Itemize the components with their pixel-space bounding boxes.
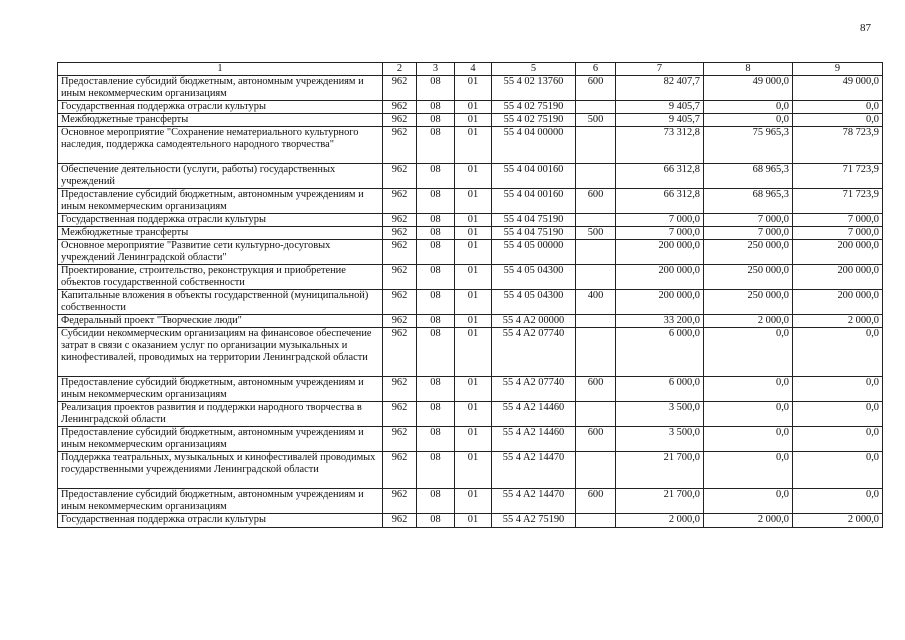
code-pr: 01 <box>455 76 492 101</box>
code-gr: 962 <box>383 290 417 315</box>
code-csr: 55 4 04 75190 <box>492 214 576 227</box>
amount-year-2: 0,0 <box>704 427 793 452</box>
row-name: Предоставление субсидий бюджетным, автономным учреждениям и иным некоммерческим организациям <box>58 489 383 514</box>
table-row <box>58 127 883 164</box>
code-vr: 500 <box>576 227 616 240</box>
code-pr: 01 <box>455 427 492 452</box>
row-name: Предоставление субсидий бюджетным, автономным учреждениям и иным некоммерческим организациям <box>58 76 383 101</box>
table-row <box>58 114 883 127</box>
amount-year-3: 0,0 <box>793 377 883 402</box>
code-pr: 01 <box>455 514 492 528</box>
amount-year-1: 21 700,0 <box>616 489 704 514</box>
amount-year-1: 7 000,0 <box>616 214 704 227</box>
row-name: Предоставление субсидий бюджетным, автономным учреждениям и иным некоммерческим организациям <box>58 377 383 402</box>
amount-year-3: 200 000,0 <box>793 290 883 315</box>
code-gr: 962 <box>383 427 417 452</box>
code-rz: 08 <box>417 402 455 427</box>
code-csr: 55 4 02 75190 <box>492 101 576 114</box>
amount-year-2: 2 000,0 <box>704 514 793 528</box>
table-row <box>58 328 883 377</box>
amount-year-3: 0,0 <box>793 402 883 427</box>
amount-year-3: 0,0 <box>793 328 883 377</box>
table-row <box>58 101 883 114</box>
column-header: 8 <box>704 63 793 76</box>
row-name: Государственная поддержка отрасли культуры <box>58 514 383 528</box>
code-vr <box>576 265 616 290</box>
page-number: 87 <box>860 22 871 34</box>
amount-year-2: 68 965,3 <box>704 189 793 214</box>
code-pr: 01 <box>455 114 492 127</box>
code-rz: 08 <box>417 214 455 227</box>
code-vr <box>576 402 616 427</box>
code-gr: 962 <box>383 164 417 189</box>
code-gr: 962 <box>383 227 417 240</box>
code-rz: 08 <box>417 377 455 402</box>
amount-year-2: 0,0 <box>704 377 793 402</box>
column-header: 9 <box>793 63 883 76</box>
amount-year-2: 75 965,3 <box>704 127 793 164</box>
amount-year-1: 7 000,0 <box>616 227 704 240</box>
code-gr: 962 <box>383 240 417 265</box>
code-rz: 08 <box>417 452 455 489</box>
code-pr: 01 <box>455 265 492 290</box>
row-name: Реализация проектов развития и поддержки народного творчества в Ленинградской области <box>58 402 383 427</box>
column-header: 7 <box>616 63 704 76</box>
code-vr <box>576 514 616 528</box>
code-pr: 01 <box>455 227 492 240</box>
table-row <box>58 402 883 427</box>
amount-year-2: 7 000,0 <box>704 227 793 240</box>
code-rz: 08 <box>417 101 455 114</box>
amount-year-1: 73 312,8 <box>616 127 704 164</box>
code-vr: 600 <box>576 377 616 402</box>
row-name: Федеральный проект "Творческие люди" <box>58 315 383 328</box>
amount-year-1: 82 407,7 <box>616 76 704 101</box>
row-name: Государственная поддержка отрасли культуры <box>58 101 383 114</box>
row-name: Основное мероприятие "Сохранение нематериального культурного наследия, поддержка самодеятельного народного творчества" <box>58 127 383 164</box>
amount-year-2: 250 000,0 <box>704 265 793 290</box>
table-row <box>58 290 883 315</box>
table-row <box>58 214 883 227</box>
code-gr: 962 <box>383 514 417 528</box>
code-csr: 55 4 A2 14470 <box>492 489 576 514</box>
column-header: 2 <box>383 63 417 76</box>
amount-year-3: 0,0 <box>793 427 883 452</box>
code-gr: 962 <box>383 101 417 114</box>
code-pr: 01 <box>455 452 492 489</box>
code-rz: 08 <box>417 240 455 265</box>
amount-year-1: 200 000,0 <box>616 265 704 290</box>
code-gr: 962 <box>383 377 417 402</box>
amount-year-2: 250 000,0 <box>704 240 793 265</box>
amount-year-3: 78 723,9 <box>793 127 883 164</box>
code-pr: 01 <box>455 240 492 265</box>
code-rz: 08 <box>417 227 455 240</box>
row-name: Межбюджетные трансферты <box>58 227 383 240</box>
amount-year-2: 2 000,0 <box>704 315 793 328</box>
code-csr: 55 4 A2 14470 <box>492 452 576 489</box>
code-csr: 55 4 04 00160 <box>492 164 576 189</box>
amount-year-2: 0,0 <box>704 114 793 127</box>
amount-year-2: 68 965,3 <box>704 164 793 189</box>
code-pr: 01 <box>455 328 492 377</box>
code-rz: 08 <box>417 76 455 101</box>
code-gr: 962 <box>383 214 417 227</box>
amount-year-1: 21 700,0 <box>616 452 704 489</box>
amount-year-1: 9 405,7 <box>616 114 704 127</box>
code-gr: 962 <box>383 114 417 127</box>
row-name: Предоставление субсидий бюджетным, автономным учреждениям и иным некоммерческим организациям <box>58 427 383 452</box>
amount-year-2: 0,0 <box>704 328 793 377</box>
row-name: Поддержка театральных, музыкальных и кинофестивалей проводимых государственными учреждениями Ленинградской области <box>58 452 383 489</box>
column-header: 3 <box>417 63 455 76</box>
amount-year-1: 6 000,0 <box>616 328 704 377</box>
amount-year-2: 7 000,0 <box>704 214 793 227</box>
code-rz: 08 <box>417 315 455 328</box>
code-pr: 01 <box>455 127 492 164</box>
code-gr: 962 <box>383 189 417 214</box>
code-csr: 55 4 A2 07740 <box>492 377 576 402</box>
row-name: Субсидии некоммерческим организациям на финансовое обеспечение затрат в связи с оказанием услуг по организации музыкальных и кинофестивалей, проводимых на территории Ленинградской области <box>58 328 383 377</box>
code-rz: 08 <box>417 427 455 452</box>
code-csr: 55 4 04 00000 <box>492 127 576 164</box>
amount-year-2: 0,0 <box>704 489 793 514</box>
code-gr: 962 <box>383 402 417 427</box>
row-name: Государственная поддержка отрасли культуры <box>58 214 383 227</box>
code-rz: 08 <box>417 489 455 514</box>
code-gr: 962 <box>383 127 417 164</box>
amount-year-1: 33 200,0 <box>616 315 704 328</box>
code-vr <box>576 127 616 164</box>
code-rz: 08 <box>417 265 455 290</box>
code-csr: 55 4 04 75190 <box>492 227 576 240</box>
table-row <box>58 240 883 265</box>
amount-year-3: 71 723,9 <box>793 189 883 214</box>
code-vr <box>576 214 616 227</box>
table-row <box>58 315 883 328</box>
code-csr: 55 4 04 00160 <box>492 189 576 214</box>
amount-year-1: 6 000,0 <box>616 377 704 402</box>
code-gr: 962 <box>383 489 417 514</box>
code-vr <box>576 164 616 189</box>
amount-year-2: 0,0 <box>704 402 793 427</box>
code-pr: 01 <box>455 189 492 214</box>
row-name: Обеспечение деятельности (услуги, работы) государственных учреждений <box>58 164 383 189</box>
row-name: Проектирование, строительство, реконструкция и приобретение объектов государственной собственности <box>58 265 383 290</box>
code-pr: 01 <box>455 377 492 402</box>
table-row <box>58 514 883 528</box>
code-gr: 962 <box>383 328 417 377</box>
table-row <box>58 76 883 101</box>
code-vr: 600 <box>576 76 616 101</box>
code-csr: 55 4 A2 14460 <box>492 427 576 452</box>
code-rz: 08 <box>417 114 455 127</box>
code-pr: 01 <box>455 402 492 427</box>
code-gr: 962 <box>383 315 417 328</box>
amount-year-3: 2 000,0 <box>793 514 883 528</box>
amount-year-2: 0,0 <box>704 101 793 114</box>
amount-year-3: 200 000,0 <box>793 265 883 290</box>
table-row <box>58 452 883 489</box>
column-header: 1 <box>58 63 383 76</box>
code-csr: 55 4 02 13760 <box>492 76 576 101</box>
code-gr: 962 <box>383 452 417 489</box>
code-csr: 55 4 05 04300 <box>492 265 576 290</box>
column-header: 4 <box>455 63 492 76</box>
code-vr <box>576 240 616 265</box>
code-csr: 55 4 05 04300 <box>492 290 576 315</box>
code-pr: 01 <box>455 315 492 328</box>
code-csr: 55 4 A2 07740 <box>492 328 576 377</box>
code-vr <box>576 452 616 489</box>
code-vr: 600 <box>576 427 616 452</box>
code-rz: 08 <box>417 290 455 315</box>
code-csr: 55 4 A2 14460 <box>492 402 576 427</box>
amount-year-1: 2 000,0 <box>616 514 704 528</box>
code-vr: 600 <box>576 189 616 214</box>
code-pr: 01 <box>455 214 492 227</box>
code-pr: 01 <box>455 164 492 189</box>
code-vr <box>576 328 616 377</box>
amount-year-1: 200 000,0 <box>616 240 704 265</box>
code-vr: 600 <box>576 489 616 514</box>
amount-year-3: 7 000,0 <box>793 227 883 240</box>
table-row <box>58 427 883 452</box>
code-gr: 962 <box>383 76 417 101</box>
amount-year-3: 2 000,0 <box>793 315 883 328</box>
amount-year-3: 200 000,0 <box>793 240 883 265</box>
amount-year-1: 66 312,8 <box>616 189 704 214</box>
amount-year-2: 250 000,0 <box>704 290 793 315</box>
row-name: Предоставление субсидий бюджетным, автономным учреждениям и иным некоммерческим организациям <box>58 189 383 214</box>
amount-year-3: 7 000,0 <box>793 214 883 227</box>
amount-year-3: 0,0 <box>793 101 883 114</box>
code-vr: 400 <box>576 290 616 315</box>
code-rz: 08 <box>417 189 455 214</box>
code-pr: 01 <box>455 489 492 514</box>
code-rz: 08 <box>417 164 455 189</box>
table-row <box>58 489 883 514</box>
table-row <box>58 164 883 189</box>
column-header: 6 <box>576 63 616 76</box>
code-vr <box>576 101 616 114</box>
code-csr: 55 4 05 00000 <box>492 240 576 265</box>
row-name: Основное мероприятие "Развитие сети культурно-досуговых учреждений Ленинградской области" <box>58 240 383 265</box>
amount-year-3: 0,0 <box>793 452 883 489</box>
table-row <box>58 189 883 214</box>
code-rz: 08 <box>417 514 455 528</box>
code-pr: 01 <box>455 290 492 315</box>
code-rz: 08 <box>417 328 455 377</box>
code-gr: 962 <box>383 265 417 290</box>
amount-year-2: 49 000,0 <box>704 76 793 101</box>
column-header: 5 <box>492 63 576 76</box>
amount-year-3: 49 000,0 <box>793 76 883 101</box>
table-row <box>58 227 883 240</box>
amount-year-1: 66 312,8 <box>616 164 704 189</box>
code-vr: 500 <box>576 114 616 127</box>
budget-table <box>57 62 883 528</box>
amount-year-2: 0,0 <box>704 452 793 489</box>
column-number-row <box>58 63 883 76</box>
row-name: Капитальные вложения в объекты государственной (муниципальной) собственности <box>58 290 383 315</box>
row-name: Межбюджетные трансферты <box>58 114 383 127</box>
code-csr: 55 4 02 75190 <box>492 114 576 127</box>
amount-year-1: 3 500,0 <box>616 402 704 427</box>
code-csr: 55 4 A2 00000 <box>492 315 576 328</box>
amount-year-1: 3 500,0 <box>616 427 704 452</box>
code-vr <box>576 315 616 328</box>
code-rz: 08 <box>417 127 455 164</box>
code-pr: 01 <box>455 101 492 114</box>
table-row <box>58 377 883 402</box>
amount-year-1: 9 405,7 <box>616 101 704 114</box>
amount-year-1: 200 000,0 <box>616 290 704 315</box>
code-csr: 55 4 A2 75190 <box>492 514 576 528</box>
table-row <box>58 265 883 290</box>
amount-year-3: 0,0 <box>793 489 883 514</box>
amount-year-3: 0,0 <box>793 114 883 127</box>
amount-year-3: 71 723,9 <box>793 164 883 189</box>
